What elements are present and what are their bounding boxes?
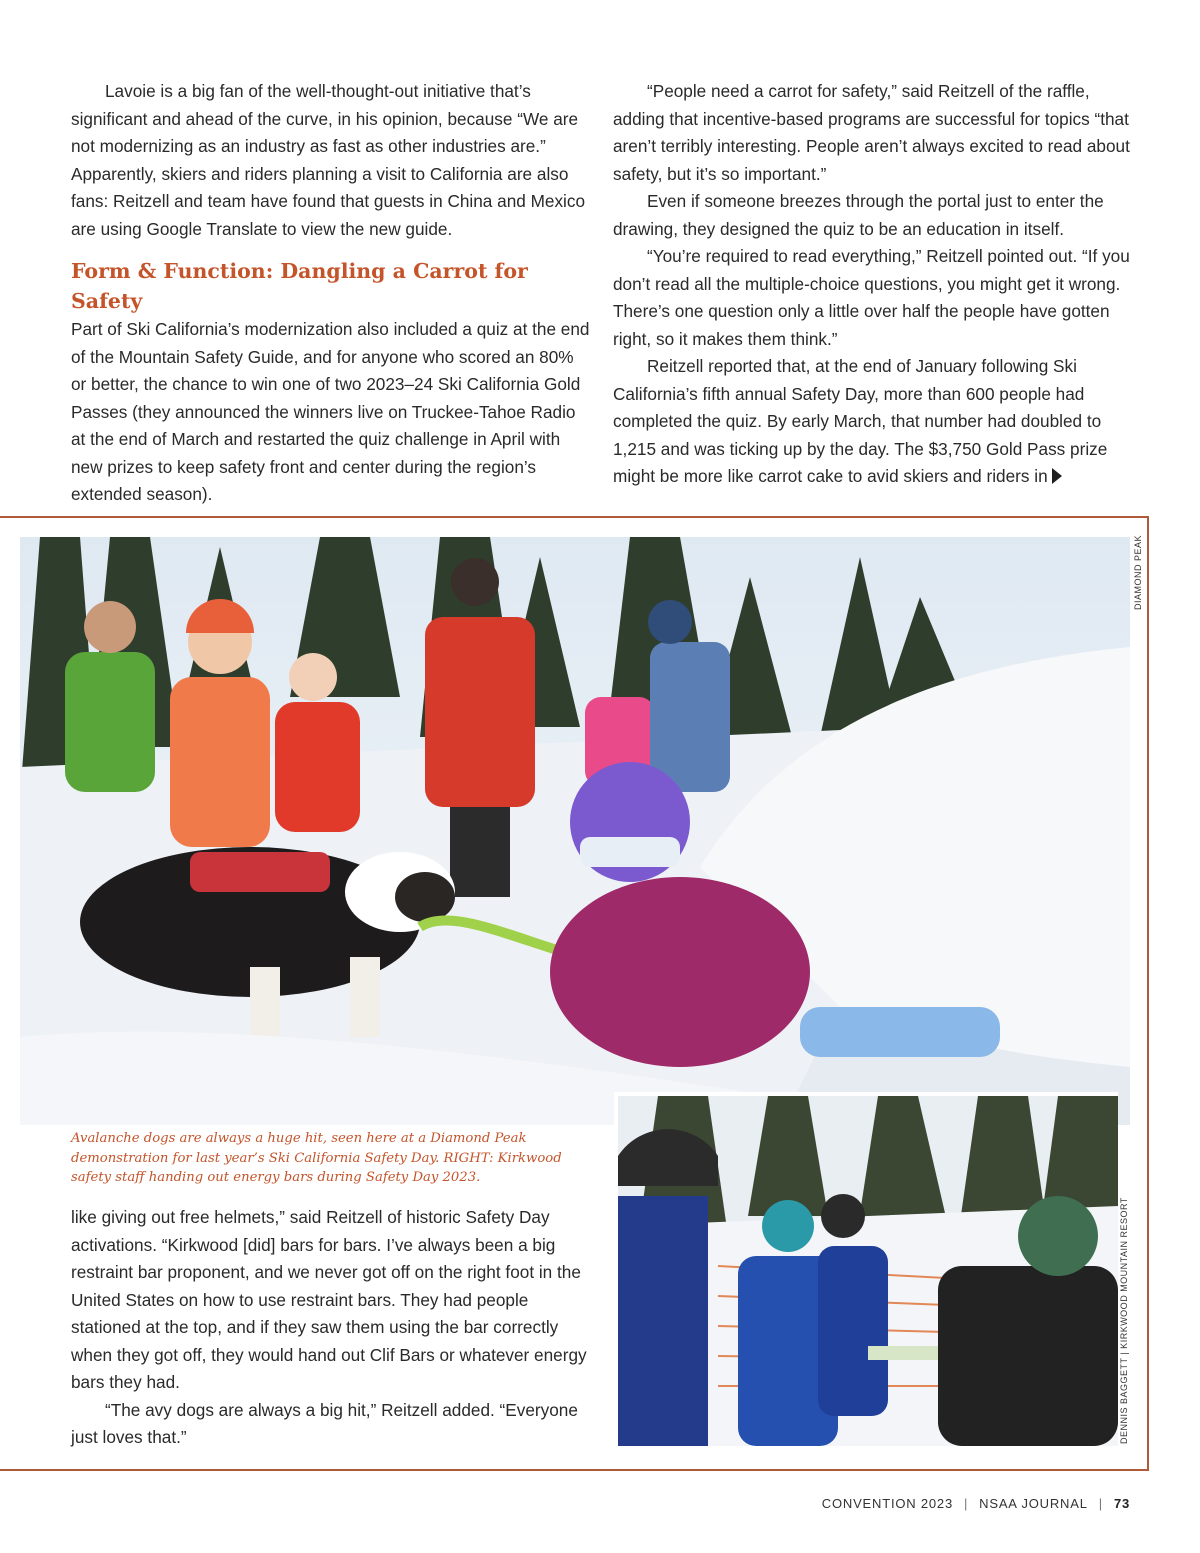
body-paragraph: “The avy dogs are always a big hit,” Reitzell added. “Everyone just loves that.” — [71, 1399, 578, 1447]
continued-text: Reitzell reported that, at the end of January following Ski California’s fifth annual Safety Day, more than 600 people had completed the quiz. By early March, that number had doubled to 1,215 and was ticking up by the day. The $3,750 Gold Pass prize might be more like carrot cake to avid skiers and riders in — [613, 356, 1108, 486]
body-paragraph: Even if someone breezes through the portal just to enter the drawing, they designed the quiz to be an education in itself. — [613, 191, 1104, 239]
photo-credit: DIAMOND PEAK — [1133, 534, 1143, 610]
section-heading: Form & Function: Dangling a Carrot for Safety — [71, 259, 528, 313]
avalanche-dog-photo — [20, 537, 1130, 1125]
continue-arrow-icon — [1052, 468, 1062, 484]
body-paragraph: like giving out free helmets,” said Reitzell of historic Safety Day activations. “Kirkwood [did] bars for bars. I’ve always been a big restraint bar proponent, and we never got off on the right foot in the United States on how to use restraint bars. They had people stationed at the top, and if they saw them using the bar correctly when they got off, they would hand out Clif Bars or whatever energy bars they had. — [71, 1207, 587, 1392]
body-paragraph: Lavoie is a big fan of the well-thought-out initiative that’s significant and ahead of the curve, in his opinion, because “We are not modernizing as an industry as fast as other industries are.” Apparently, skiers and riders planning a visit to California are also fans: Reitzell and team have found that guests in China and Mexico are using Google Translate to view the new guide. — [71, 81, 586, 239]
body-paragraph: “People need a carrot for safety,” said Reitzell of the raffle, adding that incentive-based programs are successful for topics “that aren’t terribly interesting. People aren’t always excited to read about safety, but it’s so important.” — [613, 81, 1130, 184]
bottom-column — [71, 1204, 593, 1452]
right-column — [613, 78, 1135, 491]
body-paragraph: Part of Ski California’s modernization also included a quiz at the end of the Mountain Safety Guide, and for anyone who scored an 80% or better, the chance to win one of two 2023–24 Ski California Gold Passes (they announced the winners live on Truckee-Tahoe Radio at the end of March and restarted the quiz challenge in April with new prizes to keep safety front and center during the region’s extended season). — [71, 319, 590, 504]
page-footer — [822, 1496, 1130, 1511]
body-paragraph — [613, 353, 1135, 491]
footer-separator: | — [963, 1496, 969, 1511]
photo-caption: Avalanche dogs are always a huge hit, seen here at a Diamond Peak demonstration for last year’s Ski California Safety Day. RIGHT: Kirkwood safety staff handing out energy bars during Safety Day 2023. — [71, 1131, 562, 1185]
photo-credit: DENNIS BAGGETT | KIRKWOOD MOUNTAIN RESORT — [1119, 1197, 1129, 1444]
footer-separator: | — [1098, 1496, 1103, 1511]
issue-label: CONVENTION 2023 — [821, 1496, 953, 1511]
body-paragraph: “You’re required to read everything,” Reitzell pointed out. “If you don’t read all the multiple-choice questions, you might get it wrong. There’s one question only a little over half the people have gotten right, so it makes them think.” — [613, 246, 1130, 349]
kirkwood-staff-photo — [614, 1092, 1118, 1446]
left-column — [71, 78, 593, 509]
page-number: 73 — [1113, 1496, 1130, 1511]
publication-name: NSAA JOURNAL — [979, 1496, 1088, 1511]
